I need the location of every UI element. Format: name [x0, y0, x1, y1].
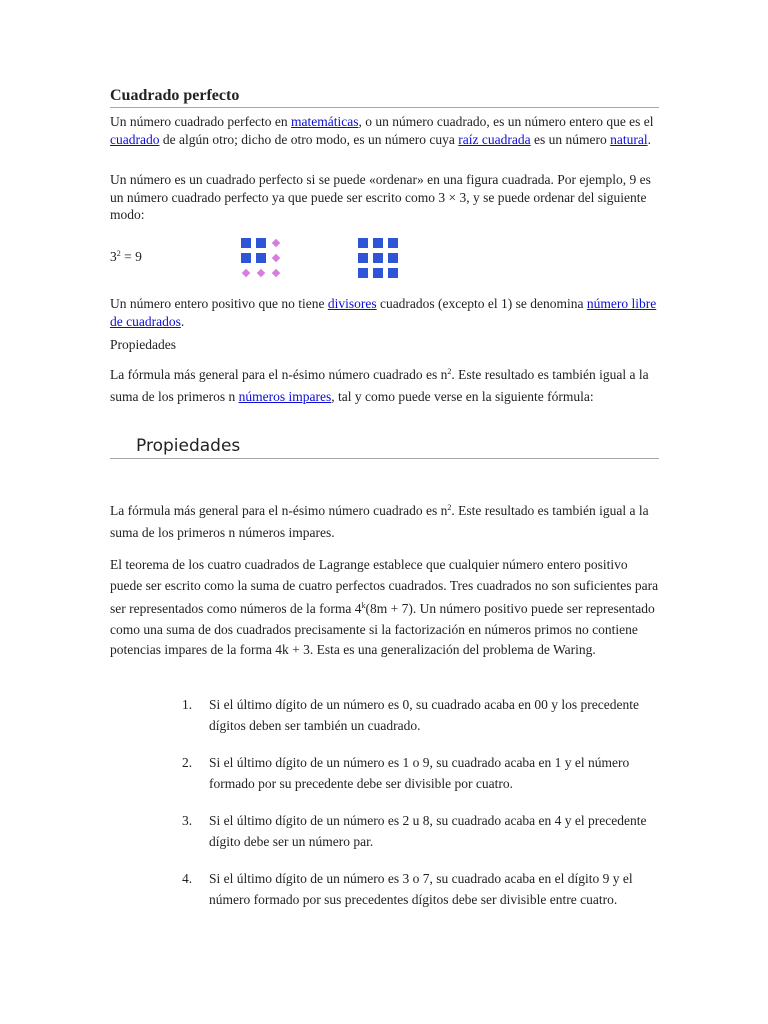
link-divisores[interactable]: divisores	[327, 296, 377, 311]
lagrange-text: (8m + 7). Un número positivo puede ser representado como una suma de dos cuadrados precisamente si la factorización en números primos no contiene potencias impares de la forma 4k + 3. Esta es una generalización del problema de Waring.	[110, 601, 655, 657]
propiedades-label: Propiedades	[110, 337, 176, 352]
square-dot	[358, 268, 368, 278]
formula-text: . Este resultado es también igual a la suma de los primeros n	[110, 367, 649, 404]
lagrange-paragraph	[110, 555, 659, 661]
intro-paragraph	[110, 113, 659, 149]
square-dot	[373, 253, 383, 263]
libre-paragraph	[110, 295, 659, 330]
square-dot	[241, 253, 251, 263]
equation-base: 3	[110, 249, 117, 264]
formula-paragraph-2	[110, 497, 659, 544]
square-dot	[256, 238, 266, 248]
section-heading-text: Propiedades	[136, 436, 241, 456]
square-dot	[358, 238, 368, 248]
link-matematicas[interactable]: matemáticas	[291, 114, 359, 129]
libre-text: .	[180, 313, 185, 329]
figure-right-grid	[358, 238, 398, 278]
list-text: Si el último dígito de un número es 3 o 7, su cuadrado acaba en el dígito 9 y el número formado por sus precedentes dígitos debe ser divisible entre cuatro.	[209, 871, 633, 907]
link-numero-libre-de-cuadrados[interactable]: número libre de cuadrados	[110, 296, 657, 329]
libre-text: Un número entero positivo que no tiene	[110, 296, 328, 311]
ordenar-paragraph: Un número es un cuadrado perfecto si se puede «ordenar» en una figura cuadrada. Por ejemplo, 9 es un número cuadrado perfecto ya que puede ser escrito como 3 × 3, y se puede ordenar del siguiente modo:	[110, 172, 651, 222]
list-item	[182, 694, 662, 736]
section-heading-propiedades	[110, 436, 659, 459]
formula-text: La fórmula más general para el n-ésimo número cuadrado es n	[110, 367, 448, 382]
formula-text: La fórmula más general para el n-ésimo número cuadrado es n	[110, 503, 448, 518]
list-number: 3.	[182, 813, 193, 828]
digit-rules-list	[182, 694, 662, 926]
formula-text: . Este resultado es también igual a la suma de los primeros n números impares.	[110, 503, 649, 540]
intro-text: , o un número cuadrado, es un número entero que es el	[358, 114, 654, 129]
formula-exponent: 2	[447, 367, 452, 376]
square-dot	[373, 268, 383, 278]
formula-paragraph	[110, 361, 659, 408]
formula-exponent: 2	[447, 503, 452, 512]
diamond-dot	[241, 268, 251, 278]
square-dot	[388, 238, 398, 248]
intro-text: es un número	[530, 132, 611, 147]
square-dot	[256, 253, 266, 263]
square-dot	[388, 253, 398, 263]
link-raiz-cuadrada[interactable]: raíz cuadrada	[458, 132, 531, 147]
equation-result: = 9	[120, 249, 142, 264]
page-title: Cuadrado perfecto	[110, 86, 659, 108]
equation-exponent: 2	[116, 249, 121, 258]
list-number: 2.	[182, 755, 193, 770]
list-text: Si el último dígito de un número es 2 u 8, su cuadrado acaba en 4 y el precedente dígito debe ser un número par.	[209, 813, 647, 849]
intro-text: .	[647, 132, 651, 147]
formula-text: , tal y como puede verse en la siguiente fórmula:	[331, 389, 594, 404]
list-number: 1.	[182, 697, 193, 712]
link-numeros-impares[interactable]: números impares	[238, 389, 332, 404]
square-dot	[388, 268, 398, 278]
square-equation	[110, 249, 142, 265]
lagrange-exponent: k	[361, 601, 366, 610]
square-dot	[358, 253, 368, 263]
figure-left-grid	[241, 238, 281, 278]
list-text: Si el último dígito de un número es 1 o 9, su cuadrado acaba en 1 y el número formado por su precedente debe ser divisible por cuatro.	[209, 755, 630, 791]
list-item	[182, 868, 662, 910]
square-dot	[373, 238, 383, 248]
list-item	[182, 810, 662, 852]
diamond-dot	[256, 268, 266, 278]
diamond-dot	[271, 253, 281, 263]
intro-text: Un número cuadrado perfecto en	[110, 114, 292, 129]
diamond-dot	[271, 268, 281, 278]
link-natural[interactable]: natural	[610, 132, 648, 147]
square-dot	[241, 238, 251, 248]
list-item	[182, 752, 662, 794]
diamond-dot	[271, 238, 281, 248]
lagrange-text: El teorema de los cuatro cuadrados de Lagrange establece que cualquier número entero positivo puede ser escrito como la suma de cuatro perfectos cuadrados. Tres cuadrados no son suficientes para ser representados como números de la forma 4	[110, 557, 659, 616]
list-text: Si el último dígito de un número es 0, su cuadrado acaba en 00 y los precedente dígitos deben ser también un cuadrado.	[209, 697, 640, 733]
link-cuadrado[interactable]: cuadrado	[110, 132, 160, 147]
intro-text: de algún otro; dicho de otro modo, es un número cuya	[159, 132, 459, 147]
list-number: 4.	[182, 871, 193, 886]
libre-text: cuadrados (excepto el 1) se denomina	[376, 296, 587, 311]
